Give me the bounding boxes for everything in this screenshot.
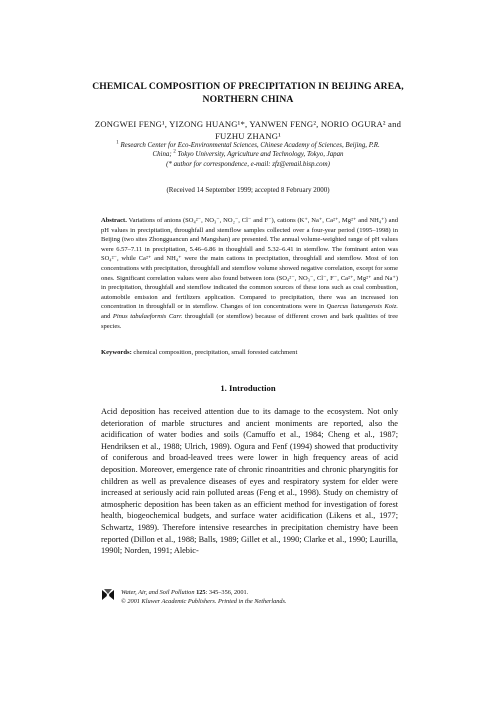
title-line: CHEMICAL COMPOSITION OF PRECIPITATION IN BEIJING AREA, <box>92 81 404 92</box>
journal-name: Water, Air, and Soil Pollution <box>121 589 195 596</box>
journal-footer <box>101 588 398 614</box>
authors-line: ZONGWEI FENG¹, YIZONG HUANG¹*, YANWEN FENG², NORIO OGURA² and <box>94 119 402 129</box>
received-dates: (Received 14 September 1999; accepted 8 February 2000) <box>166 186 330 194</box>
correspondence-note: (* author for correspondence, e-mail: zfz@email.bisp.com) <box>166 160 330 168</box>
title-line: NORTHERN CHINA <box>202 94 294 105</box>
affiliation-2 <box>80 150 416 159</box>
paper-title <box>60 80 436 106</box>
journal-pages: : 345–356, 2001. <box>205 589 249 596</box>
kluwer-logo-icon <box>101 588 115 602</box>
affiliations <box>80 141 416 169</box>
author-list <box>60 119 436 142</box>
species-name: Quercus liatungensis Koiz. <box>326 303 398 311</box>
intro-paragraph: Acid deposition has received attention due to its damage to the ecosystem. Not only deterioration of marble structures and ancient moniments are reported, also the acidification of water bodies and soils (Camuffo et al., 1984; Cheng et al., 1987; Hendriksen et al., 1988; Ulrich, 1989). Ogura and Fenf (1994) showed that productivity of coniferous and broad-leaved trees were lower in high frequency areas of acid deposition. Moreover, emergence rate of chronic rinoantrities and chronic pharyngitis for children as well as prevalence diseases of eyes and respiratory system for elder were increased at seriously acid rain polluted areas (Feng et al., 1998). Study on chemistry of atmospheric deposition has been taken as an efficient method for investigation of forest health, biogeochemical budgets, and surface water acidification (Likens et al., 1977; Schwartz, 1989). Therefore intensive researches in precipitation chemistry have been reported (Dillon et al., 1988; Balls, 1989; Gillet et al., 1990; Clarke et al., 1990; Laurilla, 1990l; Norden, 1991; Alebic- <box>101 407 398 556</box>
copyright-text: © 2001 Kluwer Academic Publishers. Printed in the Netherlands. <box>121 598 287 605</box>
section-heading: 1. Introduction <box>220 383 276 393</box>
abstract-label: Abstract. <box>101 217 127 224</box>
journal-citation <box>121 588 248 597</box>
abstract-text: Variations of anions (SO₄²⁻, NO₃⁻, NO₂⁻, Cl⁻ and F⁻), cations (K⁺, Na⁺, Ca²⁺, Mg²⁺ and NH₄⁺) and pH values in precipitation, throughfall and stemflow samples collected over a four-year period (1995–1998) in Beijing (two sites Zhongguancun and Mangshan) are presented. The annual volume-weighted range of pH values were 6.57–7.11 in precipitation, 5.46–6.86 in thoughfall and 5.32–6.41 in stemflow. The fominant anion was SO₄²⁻, while Ca²⁺ and NH₄⁺ were the main cations in precipitation, throughfall and stemflow. Most of ion concentrations with precipitation, throughfall and stemflow volume showed negative correlation, except for some ones. Significant correlation values were also found between ions (SO₄²⁻, NO₃⁻, Cl⁻, F⁻, Ca²⁺, Mg²⁺ and Na⁺) in precipitation, throughfall and stemflow indicated the common sources of these ions such as coal combustion, automobile emission and fertilizers application. Compared to precipitation, there was an increased ion concentration in throughfall or in stemflow. Changes of ion concentrations were in <box>101 217 398 311</box>
species-name: Pinus tabulaeformis Carr. <box>112 312 183 320</box>
affiliation-text: China; <box>152 151 172 159</box>
authors-line: FUZHU ZHANG¹ <box>215 130 281 141</box>
affiliation-text: Tokyo University, Agriculture and Technology, Tokyo, Japan <box>177 151 344 159</box>
abstract-text: and <box>101 312 113 320</box>
affiliation-text: Research Center for Eco-Environmental Sciences, Chinese Academy of Sciences, Beijing, P.R. <box>120 142 380 149</box>
affiliation-1 <box>80 141 416 150</box>
journal-volume: 125 <box>196 589 206 596</box>
affiliation-marker: 1 <box>116 140 119 146</box>
keywords-text: chemical composition, precipitation, small forested catchment <box>131 349 298 356</box>
keywords <box>101 348 398 357</box>
abstract-text: throughfall (or stemflow) because of different crown and bark qualities of tree species. <box>101 312 398 330</box>
abstract <box>101 216 398 331</box>
copyright-line <box>121 597 287 606</box>
keywords-label: Keywords: <box>101 349 132 356</box>
affiliation-marker: 2 <box>173 150 176 156</box>
